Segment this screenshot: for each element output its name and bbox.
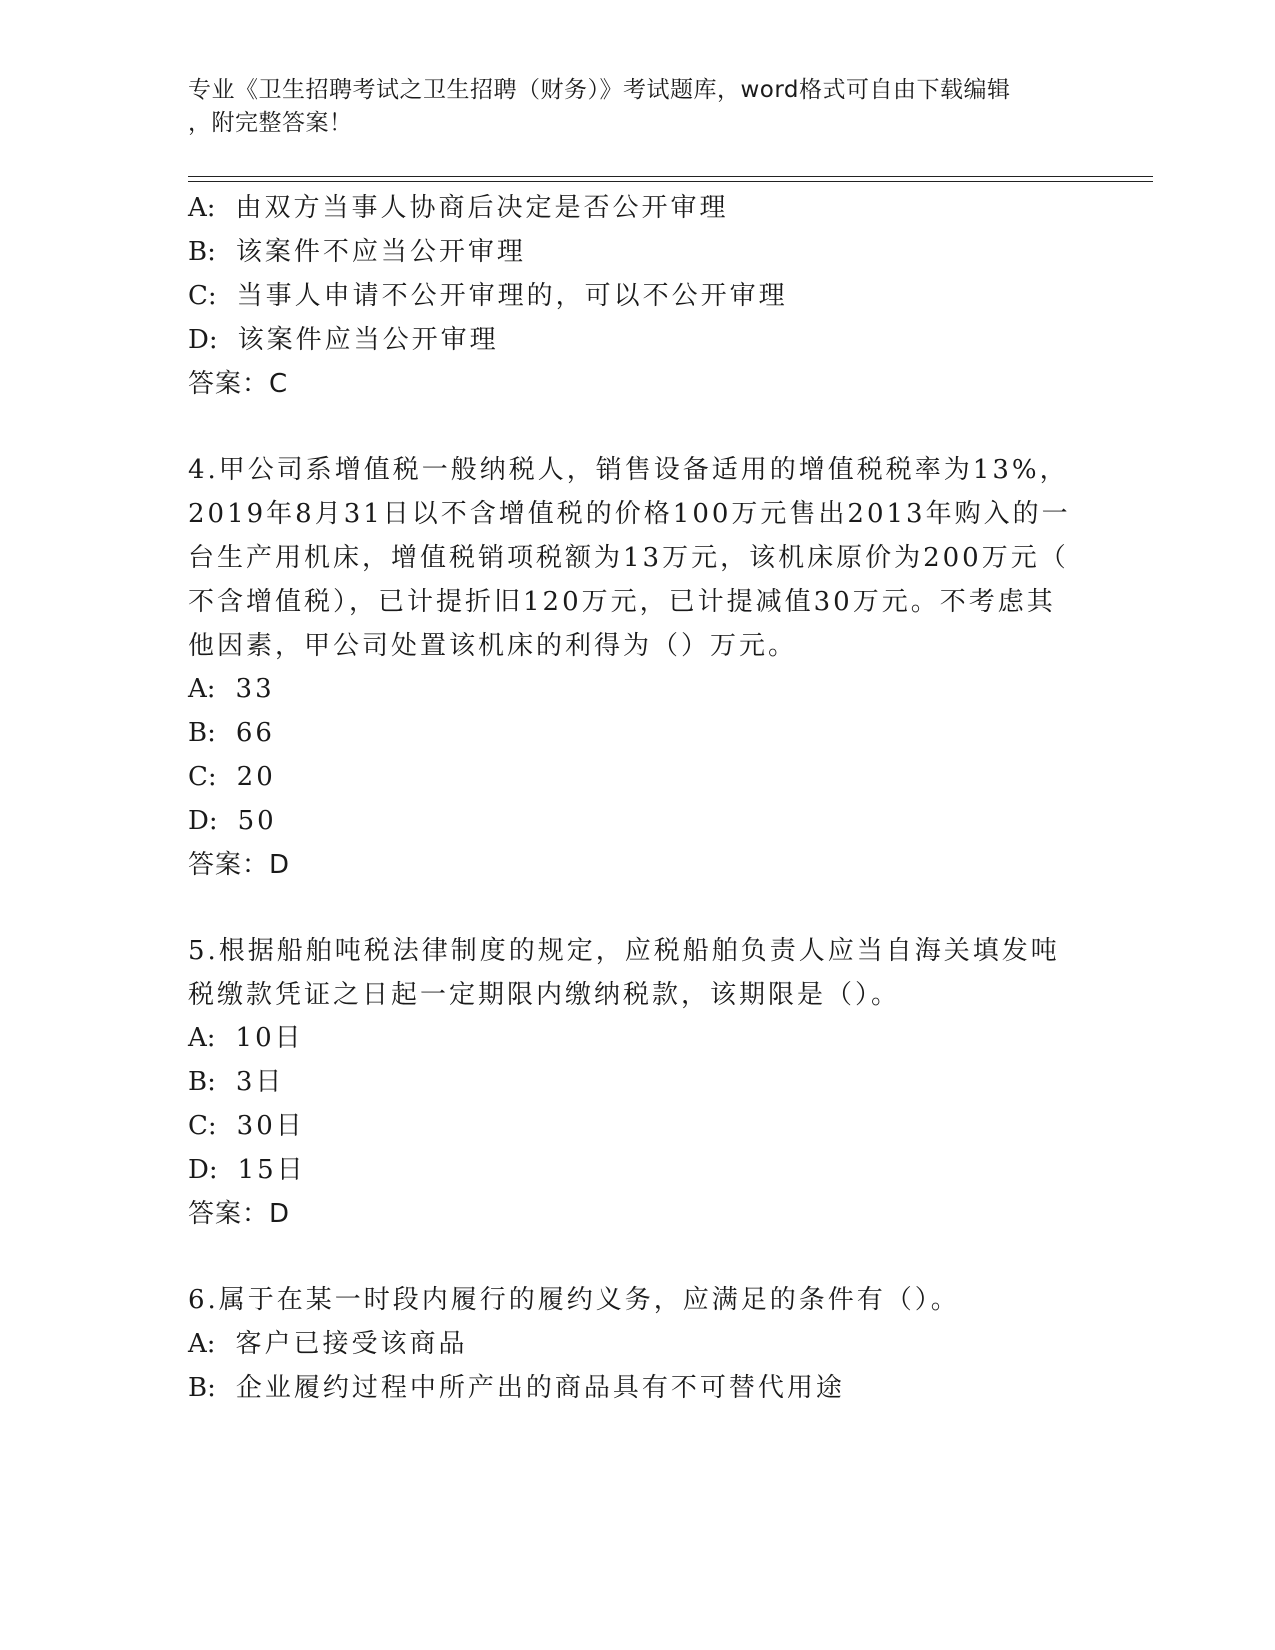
header-line-1: 专业《卫生招聘考试之卫生招聘（财务）》考试题库，word格式可自由下载编辑	[188, 77, 1011, 103]
q4-option-d: D: 50	[188, 806, 277, 836]
q4-stem-line-1: 4.甲公司系增值税一般纳税人，销售设备适用的增值税税率为13%，	[188, 455, 1069, 485]
q5-stem-line-2: 税缴款凭证之日起一定期限内缴纳税款，该期限是（）。	[188, 980, 901, 1010]
q6-stem-line-1: 6.属于在某一时段内履行的履约义务，应满足的条件有（）。	[188, 1285, 960, 1315]
q3-option-b: B: 该案件不应当公开审理	[188, 237, 526, 267]
q5-option-a: A: 10日	[188, 1023, 304, 1053]
q4-option-b: B: 66	[188, 718, 275, 748]
q5-stem-line-1: 5.根据船舶吨税法律制度的规定，应税船舶负责人应当自海关填发吨	[188, 936, 1060, 966]
q5-option-d: D: 15日	[188, 1155, 306, 1185]
header-line-2: ，附完整答案！	[188, 110, 353, 136]
q4-option-a: A: 33	[188, 674, 275, 704]
q3-option-d: D: 该案件应当公开审理	[188, 325, 499, 355]
header-divider-bottom	[188, 181, 1153, 182]
q5-option-c: C: 30日	[188, 1111, 305, 1141]
q4-answer: 答案：D	[188, 850, 291, 880]
q3-option-c: C: 当事人申请不公开审理的，可以不公开审理	[188, 281, 788, 311]
q4-stem-line-5: 他因素，甲公司处置该机床的利得为（）万元。	[188, 631, 798, 661]
q4-stem-line-2: 2019年8月31日以不含增值税的价格100万元售出2013年购入的一	[188, 499, 1071, 529]
q6-option-b: B: 企业履约过程中所产出的商品具有不可替代用途	[188, 1373, 845, 1403]
q5-answer: 答案：D	[188, 1199, 291, 1229]
q4-stem-line-3: 台生产用机床，增值税销项税额为13万元，该机床原价为200万元（	[188, 543, 1069, 573]
q4-stem-line-4: 不含增值税），已计提折旧120万元，已计提减值30万元。不考虑其	[188, 587, 1056, 617]
q3-answer: 答案：C	[188, 369, 289, 399]
q5-option-b: B: 3日	[188, 1067, 285, 1097]
header-divider-top	[188, 176, 1153, 177]
document-header	[188, 74, 1068, 140]
q4-option-c: C: 20	[188, 762, 276, 792]
q3-option-a: A: 由双方当事人协商后决定是否公开审理	[188, 193, 729, 223]
q6-option-a: A: 客户已接受该商品	[188, 1329, 468, 1359]
